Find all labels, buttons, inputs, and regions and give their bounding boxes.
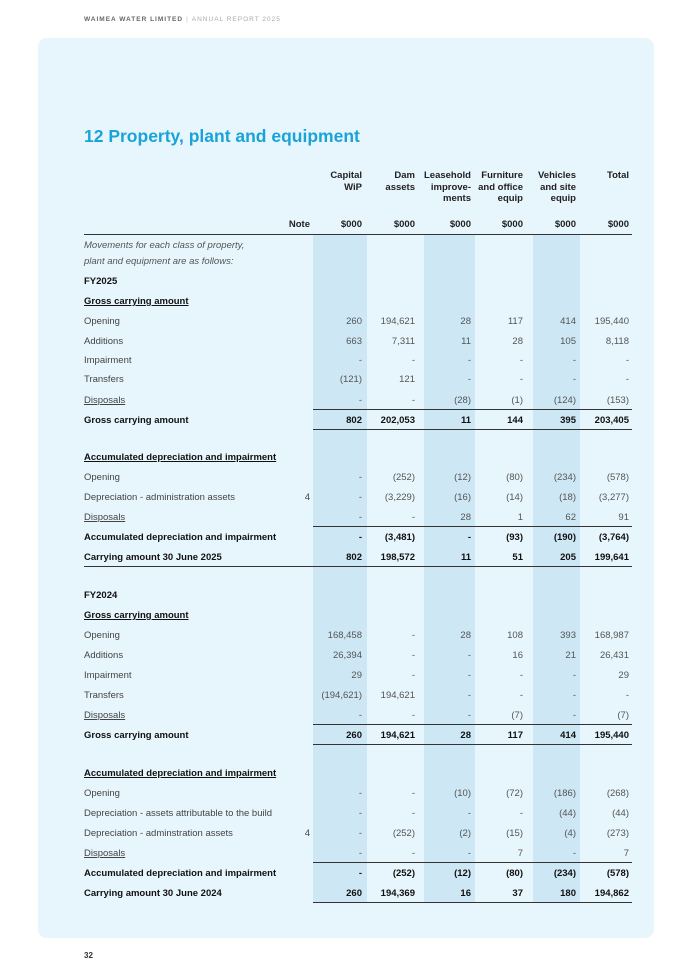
- rule-line: [313, 409, 632, 410]
- row-label: Opening: [84, 472, 120, 483]
- row-label: Additions: [84, 336, 124, 347]
- cell-value: 29: [351, 670, 362, 681]
- cell-value: 180: [560, 888, 576, 899]
- cell-value: 194,862: [594, 888, 629, 899]
- cell-value: -: [467, 650, 471, 661]
- row-label: Carrying amount 30 June 2024: [84, 888, 222, 899]
- cell-value: (3,764): [598, 532, 629, 543]
- cell-value: (190): [553, 532, 576, 543]
- cell-value: -: [625, 690, 629, 701]
- cell-value: 28: [460, 630, 471, 641]
- cell-value: 802: [346, 415, 362, 426]
- row-label: Impairment: [84, 670, 132, 681]
- cell-value: 7: [623, 848, 629, 859]
- cell-value: -: [467, 532, 471, 543]
- table-row: [84, 552, 632, 566]
- column-header-line: equip: [550, 193, 576, 204]
- section-title: 12 Property, plant and equipment: [84, 126, 360, 146]
- row-label: Gross carrying amount: [84, 415, 189, 426]
- cell-value: (252): [392, 472, 415, 483]
- note-column-header: Note: [288, 219, 310, 230]
- rule-line: [313, 724, 632, 725]
- table-row: [84, 355, 632, 369]
- running-header-org: WAIMEA WATER LIMITED: [84, 16, 184, 23]
- cell-value: 11: [460, 415, 471, 426]
- cell-value: 91: [618, 512, 629, 523]
- row-label: Gross carrying amount: [84, 296, 189, 307]
- table-row: [84, 316, 632, 330]
- row-label: Gross carrying amount: [84, 730, 189, 741]
- cell-value: 26,394: [332, 650, 362, 661]
- cell-value: 1: [517, 512, 523, 523]
- cell-value: (578): [606, 472, 629, 483]
- table-row: [84, 670, 632, 684]
- cell-value: (234): [553, 868, 576, 879]
- row-label: plant and equipment are as follows:: [84, 256, 234, 267]
- cell-value: -: [358, 532, 362, 543]
- cell-value: (7): [511, 710, 523, 721]
- table-row: [84, 730, 632, 744]
- cell-value: 16: [460, 888, 471, 899]
- cell-value: (578): [606, 868, 629, 879]
- cell-value: (3,229): [384, 492, 415, 503]
- table-row: [84, 630, 632, 644]
- cell-value: -: [358, 828, 362, 839]
- cell-value: -: [358, 492, 362, 503]
- table-row: [84, 512, 632, 526]
- row-label: Disposals: [84, 848, 126, 859]
- cell-value: 260: [346, 316, 362, 327]
- row-label: Opening: [84, 788, 120, 799]
- cell-value: (80): [506, 472, 523, 483]
- cell-value: (2): [459, 828, 471, 839]
- cell-value: 26,431: [599, 650, 629, 661]
- table-row: [84, 590, 632, 604]
- column-header-line: WiP: [344, 181, 362, 193]
- row-label: FY2024: [84, 590, 118, 601]
- column-header-line: equip: [497, 193, 523, 204]
- table-row: [84, 415, 632, 429]
- table-row: [84, 240, 632, 254]
- cell-value: -: [572, 690, 576, 701]
- cell-value: (15): [506, 828, 523, 839]
- page-number: 32: [84, 951, 93, 960]
- row-label: Transfers: [84, 374, 124, 385]
- cell-value: 194,621: [380, 690, 415, 701]
- running-header: [84, 16, 281, 23]
- cell-value: 29: [618, 670, 629, 681]
- cell-value: (16): [454, 492, 471, 503]
- cell-value: 194,621: [380, 316, 415, 327]
- cell-value: (1): [511, 395, 523, 406]
- cell-value: -: [572, 848, 576, 859]
- rule-line: [84, 566, 632, 567]
- cell-value: -: [358, 808, 362, 819]
- cell-value: 108: [507, 630, 523, 641]
- column-header-line: improve-: [430, 181, 471, 193]
- cell-value: -: [467, 374, 471, 385]
- cell-value: (7): [617, 710, 629, 721]
- column-unit: $000: [501, 219, 523, 230]
- column-unit: $000: [393, 219, 415, 230]
- cell-value: (273): [606, 828, 629, 839]
- cell-value: 11: [460, 552, 471, 563]
- cell-value: -: [411, 512, 415, 523]
- row-label: Depreciation - assets attributable to the build: [84, 808, 272, 819]
- cell-value: -: [358, 355, 362, 366]
- row-label: Opening: [84, 316, 120, 327]
- cell-value: 16: [512, 650, 523, 661]
- rule-line: [313, 526, 632, 527]
- cell-value: 51: [512, 552, 523, 563]
- cell-value: -: [572, 374, 576, 385]
- table-row: [84, 336, 632, 350]
- cell-value: (44): [559, 808, 576, 819]
- cell-value: (4): [564, 828, 576, 839]
- column-header-2: [411, 170, 471, 205]
- cell-value: 144: [507, 415, 523, 426]
- cell-value: (3,277): [598, 492, 629, 503]
- table-row: [84, 492, 632, 506]
- row-label: Movements for each class of property,: [84, 240, 245, 251]
- cell-value: -: [358, 868, 362, 879]
- table-row: [84, 610, 632, 624]
- row-label: Disposals: [84, 710, 126, 721]
- cell-value: 194,369: [380, 888, 415, 899]
- row-label: Gross carrying amount: [84, 610, 189, 621]
- cell-value: (28): [454, 395, 471, 406]
- cell-value: 205: [560, 552, 576, 563]
- cell-value: (14): [506, 492, 523, 503]
- cell-value: -: [358, 710, 362, 721]
- rule-line: [313, 902, 632, 903]
- cell-value: -: [572, 710, 576, 721]
- table-row: [84, 888, 632, 902]
- table-row: [84, 395, 632, 409]
- column-unit: $000: [449, 219, 471, 230]
- row-note: 4: [304, 828, 310, 839]
- table-row: [84, 808, 632, 822]
- cell-value: (194,621): [321, 690, 362, 701]
- column-header-line: ments: [443, 193, 471, 204]
- cell-value: 802: [346, 552, 362, 563]
- row-label: Opening: [84, 630, 120, 641]
- cell-value: 395: [560, 415, 576, 426]
- table-row: [84, 710, 632, 724]
- cell-value: -: [625, 355, 629, 366]
- cell-value: 7,311: [391, 336, 415, 347]
- cell-value: 202,053: [380, 415, 415, 426]
- row-label: Disposals: [84, 395, 126, 406]
- cell-value: (18): [559, 492, 576, 503]
- row-label: Disposals: [84, 512, 126, 523]
- cell-value: 414: [560, 730, 576, 741]
- column-header-3: [463, 170, 523, 205]
- cell-value: -: [411, 848, 415, 859]
- rule-line: [84, 234, 632, 235]
- cell-value: -: [467, 670, 471, 681]
- cell-value: 28: [460, 512, 471, 523]
- column-header-line: Total: [607, 170, 629, 181]
- row-label: Accumulated depreciation and impairment: [84, 532, 277, 543]
- cell-value: -: [411, 395, 415, 406]
- cell-value: 7: [517, 848, 523, 859]
- cell-value: 28: [460, 316, 471, 327]
- cell-value: (234): [553, 472, 576, 483]
- table-row: [84, 452, 632, 466]
- column-header-0: [302, 170, 362, 193]
- cell-value: -: [467, 808, 471, 819]
- column-header-4: [516, 170, 576, 205]
- table-row: [84, 374, 632, 388]
- row-label: Depreciation - administration assets: [84, 492, 236, 503]
- cell-value: -: [467, 355, 471, 366]
- cell-value: 195,440: [594, 316, 629, 327]
- table-row: [84, 296, 632, 310]
- row-note: 4: [304, 492, 310, 503]
- column-header-line: assets: [385, 181, 415, 193]
- cell-value: -: [411, 710, 415, 721]
- cell-value: (252): [392, 868, 415, 879]
- table-row: [84, 690, 632, 704]
- row-label: FY2025: [84, 276, 118, 287]
- column-header-line: Vehicles: [537, 170, 576, 181]
- cell-value: 663: [346, 336, 362, 347]
- row-label: Carrying amount 30 June 2025: [84, 552, 222, 563]
- running-header-report: ANNUAL REPORT 2025: [191, 16, 281, 23]
- cell-value: -: [519, 808, 523, 819]
- cell-value: -: [358, 848, 362, 859]
- cell-value: (80): [506, 868, 523, 879]
- column-header-1: [355, 170, 415, 193]
- column-header-line: and office: [478, 181, 523, 193]
- rule-line: [313, 862, 632, 863]
- rule-line: [313, 429, 632, 430]
- cell-value: 21: [565, 650, 576, 661]
- cell-value: -: [358, 788, 362, 799]
- cell-value: 414: [560, 316, 576, 327]
- row-label: Accumulated depreciation and impairment: [84, 868, 277, 879]
- cell-value: 37: [512, 888, 523, 899]
- cell-value: (72): [506, 788, 523, 799]
- column-unit: $000: [340, 219, 362, 230]
- cell-value: -: [519, 374, 523, 385]
- cell-value: -: [411, 630, 415, 641]
- cell-value: 168,987: [594, 630, 629, 641]
- cell-value: -: [519, 670, 523, 681]
- cell-value: -: [519, 690, 523, 701]
- cell-value: -: [358, 512, 362, 523]
- cell-value: -: [519, 355, 523, 366]
- cell-value: -: [358, 472, 362, 483]
- cell-value: 260: [346, 730, 362, 741]
- cell-value: 117: [507, 316, 523, 327]
- column-header-line: Furniture: [481, 170, 523, 181]
- cell-value: 199,641: [594, 552, 629, 563]
- cell-value: -: [467, 848, 471, 859]
- cell-value: (153): [606, 395, 629, 406]
- cell-value: (268): [606, 788, 629, 799]
- cell-value: 194,621: [380, 730, 415, 741]
- cell-value: 198,572: [380, 552, 415, 563]
- table-row: [84, 276, 632, 290]
- table-row: [84, 788, 632, 802]
- cell-value: 195,440: [594, 730, 629, 741]
- cell-value: (121): [339, 374, 362, 385]
- cell-value: 168,458: [327, 630, 362, 641]
- cell-value: (3,481): [384, 532, 415, 543]
- table-row: [84, 256, 632, 270]
- cell-value: 260: [346, 888, 362, 899]
- cell-value: 28: [512, 336, 523, 347]
- cell-value: -: [411, 670, 415, 681]
- cell-value: (12): [454, 472, 471, 483]
- cell-value: -: [572, 670, 576, 681]
- table-row: [84, 532, 632, 546]
- cell-value: 62: [565, 512, 576, 523]
- cell-value: (93): [506, 532, 523, 543]
- cell-value: -: [411, 650, 415, 661]
- table-row: [84, 848, 632, 862]
- column-unit: $000: [607, 219, 629, 230]
- cell-value: -: [358, 395, 362, 406]
- cell-value: -: [467, 690, 471, 701]
- row-label: Additions: [84, 650, 124, 661]
- column-header-line: Dam: [394, 170, 415, 181]
- cell-value: (12): [454, 868, 471, 879]
- cell-value: -: [411, 355, 415, 366]
- table-row: [84, 828, 632, 842]
- cell-value: 28: [460, 730, 471, 741]
- cell-value: -: [467, 710, 471, 721]
- cell-value: (124): [553, 395, 576, 406]
- row-label: Depreciation - adminstration assets: [84, 828, 233, 839]
- cell-value: -: [411, 808, 415, 819]
- cell-value: -: [572, 355, 576, 366]
- cell-value: 121: [399, 374, 415, 385]
- row-label: Impairment: [84, 355, 132, 366]
- column-header-5: [569, 170, 629, 182]
- cell-value: (44): [612, 808, 629, 819]
- column-header-line: Capital: [330, 170, 362, 181]
- cell-value: 117: [507, 730, 523, 741]
- table-row: [84, 650, 632, 664]
- table-row: [84, 768, 632, 782]
- row-label: Accumulated depreciation and impairment: [84, 452, 277, 463]
- row-label: Accumulated depreciation and impairment: [84, 768, 277, 779]
- column-header-line: Leasehold: [424, 170, 471, 181]
- column-unit: $000: [554, 219, 576, 230]
- row-label: Transfers: [84, 690, 124, 701]
- rule-line: [313, 744, 632, 745]
- cell-value: (186): [553, 788, 576, 799]
- column-header-line: and site: [540, 181, 576, 193]
- running-header-separator: |: [186, 16, 189, 23]
- cell-value: -: [625, 374, 629, 385]
- cell-value: -: [411, 788, 415, 799]
- table-row: [84, 472, 632, 486]
- cell-value: 393: [560, 630, 576, 641]
- cell-value: 203,405: [594, 415, 629, 426]
- table-row: [84, 868, 632, 882]
- cell-value: (10): [454, 788, 471, 799]
- cell-value: 11: [461, 336, 471, 347]
- cell-value: 8,118: [605, 336, 629, 347]
- cell-value: 105: [560, 336, 576, 347]
- cell-value: (252): [392, 828, 415, 839]
